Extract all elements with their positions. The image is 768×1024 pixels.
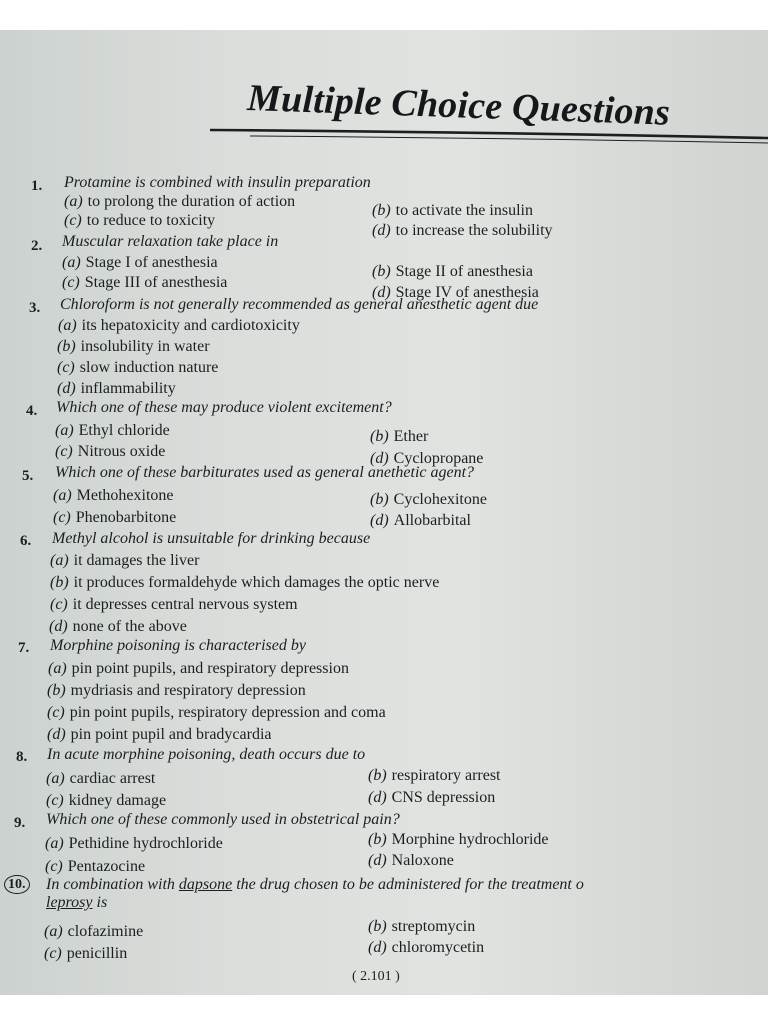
option-text: its hepatoxicity and cardiotoxicity bbox=[81, 317, 300, 334]
option-text: Allobarbital bbox=[393, 512, 471, 529]
option-label: (b) bbox=[372, 263, 391, 280]
option-a bbox=[46, 770, 155, 788]
option-a bbox=[53, 487, 174, 505]
option-b bbox=[370, 491, 487, 509]
underlined-term: dapsone bbox=[178, 876, 233, 893]
option-c bbox=[50, 596, 298, 614]
question-stem: In acute morphine poisoning, death occurs due to bbox=[47, 746, 366, 763]
question-stem: Which one of these may produce violent excitement? bbox=[56, 399, 392, 416]
option-label: (a) bbox=[45, 835, 64, 852]
question-number: 1. bbox=[31, 178, 43, 194]
option-label: (a) bbox=[53, 487, 72, 504]
page-title: Multiple Choice Questions bbox=[246, 76, 671, 134]
option-b bbox=[57, 338, 210, 356]
underlined-term: leprosy bbox=[46, 894, 93, 911]
option-label: (d) bbox=[368, 852, 387, 869]
option-text: Pethidine hydrochloride bbox=[68, 835, 223, 852]
option-label: (c) bbox=[46, 792, 64, 809]
option-label: (b) bbox=[370, 491, 389, 508]
question-number: 5. bbox=[22, 468, 34, 484]
question-stem: Protamine is combined with insulin preparation bbox=[64, 174, 371, 191]
option-text: Morphine hydrochloride bbox=[391, 831, 549, 848]
option-text: Stage I of anesthesia bbox=[85, 254, 218, 271]
option-b bbox=[368, 831, 549, 849]
option-d bbox=[368, 852, 454, 870]
option-label: (a) bbox=[50, 552, 69, 569]
option-text: to reduce to toxicity bbox=[86, 212, 216, 229]
question-number: 4. bbox=[26, 403, 38, 419]
option-a bbox=[62, 254, 218, 272]
option-text: Phenobarbitone bbox=[75, 509, 177, 526]
option-label: (d) bbox=[372, 222, 391, 239]
option-b bbox=[368, 767, 501, 785]
option-text: Methohexitone bbox=[76, 487, 174, 504]
option-text: Stage IV of anesthesia bbox=[395, 284, 539, 301]
option-text: Naloxone bbox=[391, 852, 454, 869]
question-stem-line2 bbox=[46, 894, 107, 912]
question-number: 2. bbox=[31, 238, 43, 254]
option-label: (c) bbox=[55, 443, 73, 460]
option-text: Cyclopropane bbox=[393, 450, 484, 467]
question-stem: Which one of these barbiturates used as general anethetic agent? bbox=[55, 464, 475, 481]
option-text: CNS depression bbox=[391, 789, 496, 806]
option-a bbox=[48, 660, 349, 678]
option-a bbox=[45, 835, 223, 853]
option-text: Cyclohexitone bbox=[393, 491, 487, 508]
question-stem: Muscular relaxation take place in bbox=[62, 233, 279, 250]
option-label: (a) bbox=[62, 254, 81, 271]
option-label: (c) bbox=[57, 359, 75, 376]
option-label: (b) bbox=[368, 831, 387, 848]
option-text: it depresses central nervous system bbox=[72, 596, 298, 613]
bottom-margin bbox=[0, 995, 768, 1024]
option-text: respiratory arrest bbox=[391, 767, 501, 784]
option-label: (d) bbox=[372, 284, 391, 301]
option-d bbox=[368, 789, 495, 807]
option-label: (b) bbox=[47, 682, 66, 699]
option-text: Stage II of anesthesia bbox=[395, 263, 533, 280]
option-a bbox=[50, 552, 199, 570]
option-b bbox=[368, 918, 475, 936]
option-label: (d) bbox=[47, 726, 66, 743]
option-text: to activate the insulin bbox=[395, 202, 533, 219]
option-label: (b) bbox=[57, 338, 76, 355]
option-label: (c) bbox=[62, 274, 80, 291]
circled-number: 10. bbox=[4, 875, 30, 894]
stem-part: is bbox=[92, 894, 108, 911]
question-stem bbox=[46, 876, 584, 894]
page-number: ( 2.101 ) bbox=[352, 969, 400, 984]
question-number: 6. bbox=[20, 533, 32, 549]
question-stem: Chloroform is not generally recommended as general anesthetic agent due bbox=[60, 296, 539, 313]
option-c bbox=[53, 509, 176, 527]
option-text: Stage III of anesthesia bbox=[84, 274, 228, 291]
option-a bbox=[55, 422, 170, 440]
option-text: streptomycin bbox=[391, 918, 476, 935]
option-c bbox=[57, 359, 218, 377]
option-label: (c) bbox=[45, 858, 63, 875]
option-d bbox=[372, 222, 553, 240]
stem-part: In combination with bbox=[46, 876, 179, 893]
option-c bbox=[55, 443, 165, 461]
option-text: kidney damage bbox=[68, 792, 167, 809]
option-a bbox=[64, 193, 295, 211]
option-label: (c) bbox=[50, 596, 68, 613]
question-number: 3. bbox=[29, 300, 41, 316]
question-stem: Which one of these commonly used in obstetrical pain? bbox=[46, 811, 400, 828]
option-c bbox=[44, 945, 127, 963]
option-label: (b) bbox=[368, 918, 387, 935]
option-b bbox=[372, 263, 533, 281]
option-b bbox=[372, 202, 533, 220]
option-b bbox=[47, 682, 306, 700]
option-text: Ethyl chloride bbox=[78, 422, 170, 439]
option-text: slow induction nature bbox=[79, 359, 219, 376]
option-b bbox=[370, 428, 428, 446]
option-label: (b) bbox=[372, 202, 391, 219]
question-stem: Methyl alcohol is unsuitable for drinking because bbox=[52, 530, 371, 547]
question-number: 8. bbox=[16, 749, 28, 765]
question-number: 7. bbox=[18, 640, 30, 656]
option-label: (a) bbox=[55, 422, 74, 439]
option-label: (d) bbox=[370, 512, 389, 529]
option-text: to prolong the duration of action bbox=[87, 193, 296, 210]
option-text: to increase the solubility bbox=[395, 222, 553, 239]
option-label: (b) bbox=[50, 574, 69, 591]
option-d bbox=[57, 380, 176, 398]
option-text: inflammability bbox=[80, 380, 176, 397]
option-text: it damages the liver bbox=[73, 552, 200, 569]
option-text: chloromycetin bbox=[391, 939, 485, 956]
option-c bbox=[62, 274, 227, 292]
option-c bbox=[64, 212, 215, 230]
option-b bbox=[50, 574, 439, 592]
option-text: none of the above bbox=[72, 618, 187, 635]
option-c bbox=[45, 858, 145, 876]
option-label: (a) bbox=[44, 923, 63, 940]
book-page bbox=[0, 30, 768, 995]
stem-part: the drug chosen to be administered for the treatment o bbox=[232, 876, 584, 893]
option-label: (a) bbox=[58, 317, 77, 334]
option-label: (d) bbox=[57, 380, 76, 397]
option-text: pin point pupils, respiratory depression and coma bbox=[69, 704, 386, 721]
option-text: Pentazocine bbox=[67, 858, 146, 875]
question-stem: Morphine poisoning is characterised by bbox=[50, 637, 306, 654]
option-label: (c) bbox=[64, 212, 82, 229]
question-number bbox=[4, 875, 30, 894]
option-a bbox=[44, 923, 143, 941]
question-number: 9. bbox=[14, 815, 26, 831]
option-label: (b) bbox=[370, 428, 389, 445]
option-text: insolubility in water bbox=[80, 338, 210, 355]
option-label: (d) bbox=[368, 789, 387, 806]
option-c bbox=[47, 704, 386, 722]
option-text: pin point pupils, and respiratory depression bbox=[71, 660, 349, 677]
option-d bbox=[368, 939, 484, 957]
option-c bbox=[46, 792, 166, 810]
option-text: pin point pupil and bradycardia bbox=[70, 726, 272, 743]
option-label: (d) bbox=[49, 618, 68, 635]
option-d bbox=[370, 512, 471, 530]
option-label: (a) bbox=[46, 770, 65, 787]
option-text: Ether bbox=[393, 428, 429, 445]
option-label: (a) bbox=[48, 660, 67, 677]
option-a bbox=[58, 317, 300, 335]
top-margin bbox=[0, 0, 768, 30]
question-list bbox=[0, 30, 768, 995]
option-label: (c) bbox=[44, 945, 62, 962]
option-text: clofazimine bbox=[67, 923, 144, 940]
option-text: it produces formaldehyde which damages the optic nerve bbox=[73, 574, 440, 591]
option-d bbox=[49, 618, 187, 636]
option-text: penicillin bbox=[66, 945, 128, 962]
option-text: mydriasis and respiratory depression bbox=[70, 682, 306, 699]
option-label: (d) bbox=[370, 450, 389, 467]
option-text: Nitrous oxide bbox=[77, 443, 166, 460]
option-label: (c) bbox=[47, 704, 65, 721]
option-label: (b) bbox=[368, 767, 387, 784]
option-d bbox=[47, 726, 272, 744]
option-label: (c) bbox=[53, 509, 71, 526]
option-label: (d) bbox=[368, 939, 387, 956]
option-label: (a) bbox=[64, 193, 83, 210]
option-text: cardiac arrest bbox=[69, 770, 156, 787]
